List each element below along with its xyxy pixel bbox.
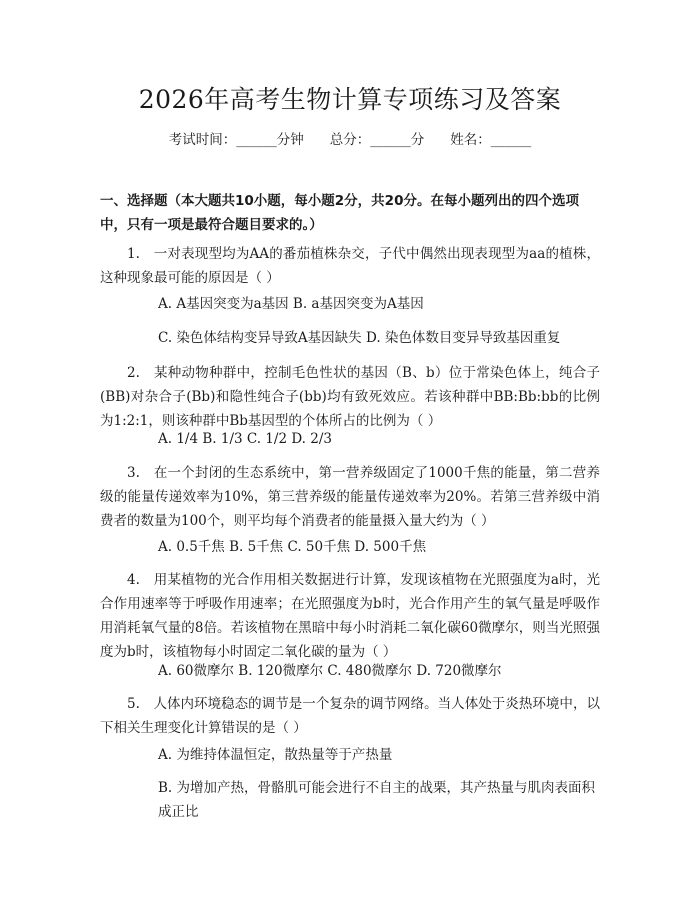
exam-time-field: 考试时间：______分钟 xyxy=(168,132,304,148)
student-name-field: 姓名：______ xyxy=(450,132,532,148)
question-2-stem: 2. 某种动物种群中，控制毛色性状的基因（B、b）位于常染色体上，纯合子(BB)对杂合子(Bb)和隐性纯合子(bb)均有致死效应。若该种群中BB:Bb:bb的比例为1:2:1，则该种群中Bb基因型的个体所占的比例为（ ） xyxy=(100,365,600,429)
question-1-stem: 1. 一对表现型均为AA的番茄植株杂交，子代中偶然出现表现型为aa的植株，这种现象最可能的原因是（ ） xyxy=(100,246,600,286)
section-heading: 一、选择题（本大题共10小题，每小题2分，共20分。在每小题列出的四个选项中，只有一项是最符合题目要求的。） xyxy=(100,193,579,233)
question-5-stem: 5. 人体内环境稳态的调节是一个复杂的调节网络。当人体处于炎热环境中，以下相关生理变化计算错误的是（ ） xyxy=(100,696,600,736)
question-1-options-line-2: C. 染色体结构变异导致A基因缺失 D. 染色体数目变异导致基因重复 xyxy=(158,330,561,346)
question-5-option-b: B. 为增加产热，骨骼肌可能会进行不自主的战栗，其产热量与肌肉表面积成正比 xyxy=(158,780,596,820)
total-score-field: 总分：______分 xyxy=(329,132,425,148)
page-title: 2026年高考生物计算专项练习及答案 xyxy=(138,85,562,114)
question-3-options-line-1: A. 0.5千焦 B. 5千焦 C. 50千焦 D. 500千焦 xyxy=(158,539,427,555)
question-1-options-line-1: A. A基因突变为a基因 B. a基因突变为A基因 xyxy=(158,296,424,312)
exam-meta-line xyxy=(0,130,700,150)
question-5-option-a: A. 为维持体温恒定，散热量等于产热量 xyxy=(158,747,393,763)
question-4-options-line-1: A. 60微摩尔 B. 120微摩尔 C. 480微摩尔 D. 720微摩尔 xyxy=(158,663,502,679)
question-4-stem: 4. 用某植物的光合作用相关数据进行计算，发现该植物在光照强度为a时，光合作用速率等于呼吸作用速率；在光照强度为b时，光合作用产生的氧气量是呼吸作用消耗氧气量的8倍。若该植物在黑暗中每小时消耗二氧化碳60微摩尔，则当光照强度为b时，该植物每小时固定二氧化碳的量为（ ） xyxy=(100,572,600,660)
question-2-options-line-1: A. 1/4 B. 1/3 C. 1/2 D. 2/3 xyxy=(158,431,332,447)
question-3-stem: 3. 在一个封闭的生态系统中，第一营养级固定了1000千焦的能量，第二营养级的能量传递效率为10%，第三营养级的能量传递效率为20%。若第三营养级中消费者的数量为100个，则平均每个消费者的能量摄入量大约为（ ） xyxy=(100,465,600,529)
